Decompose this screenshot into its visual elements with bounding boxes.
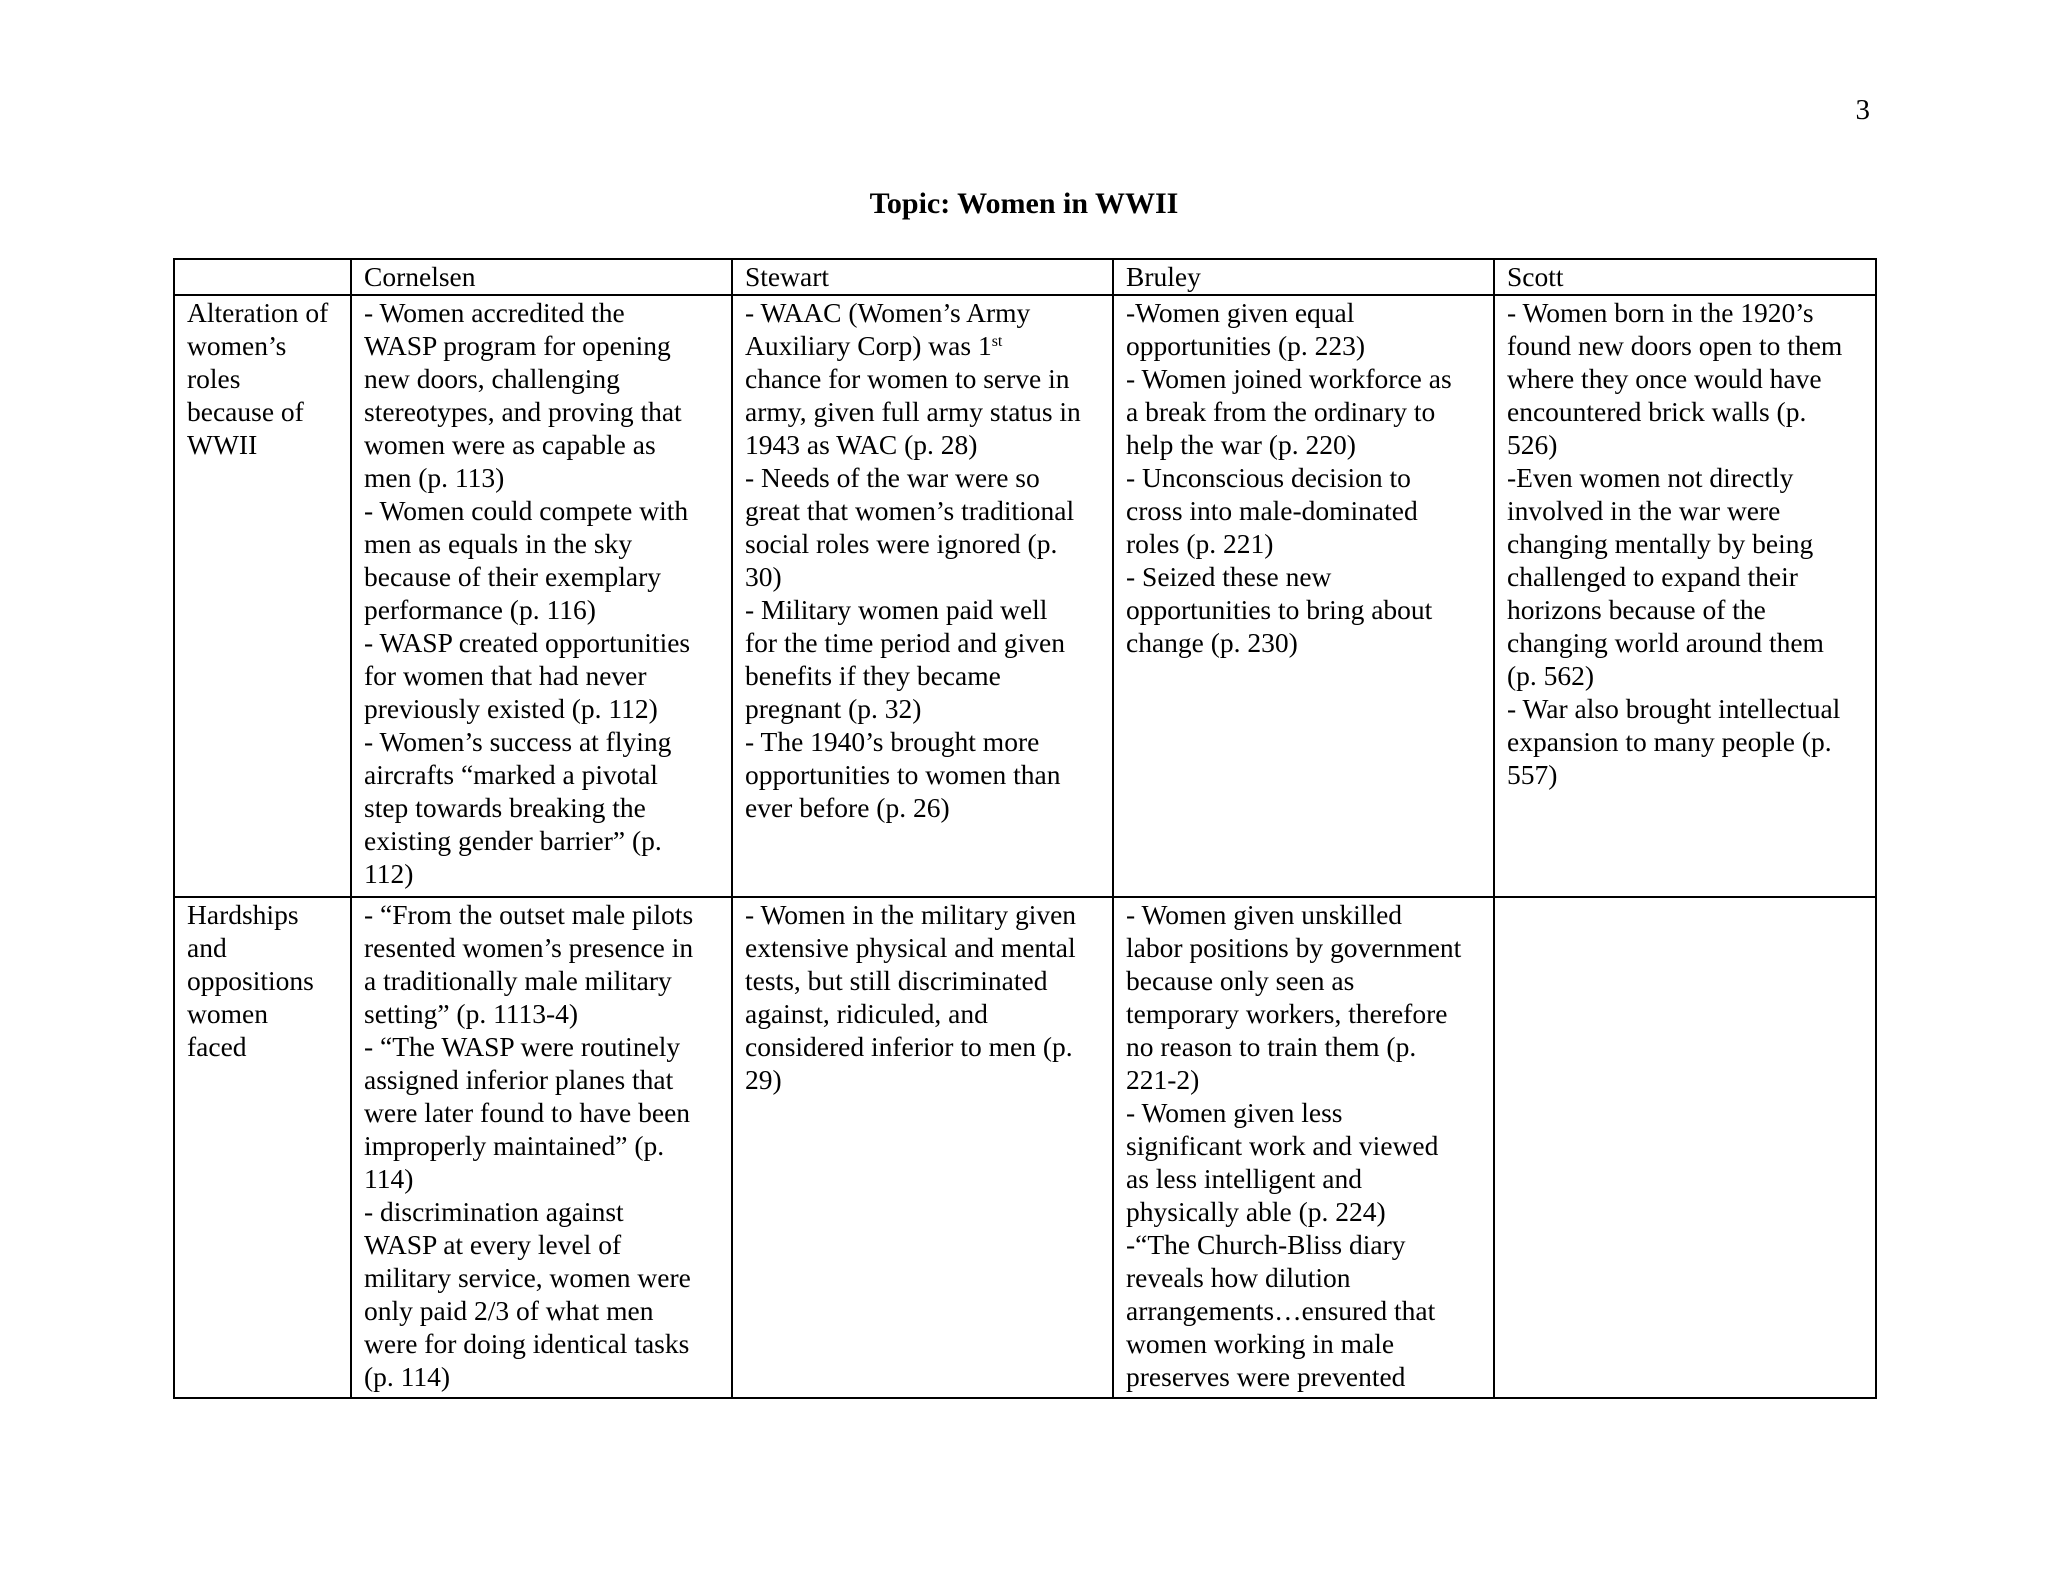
cell-text-line: 30) [745,561,782,592]
cell-text-line: temporary workers, therefore [1126,998,1448,1029]
cell-text-line: ever before (p. 26) [745,792,950,823]
cell-text-line: were for doing identical tasks [364,1328,690,1359]
cell-text-line: social roles were ignored (p. [745,528,1058,559]
cell-text-line: chance for women to serve in [745,363,1070,394]
cell-text-line: significant work and viewed [1126,1130,1439,1161]
row-label-line: WWII [187,429,258,460]
cell-text-line: women were as capable as [364,429,656,460]
cell-text-line: cross into male-dominated [1126,495,1418,526]
cell-text-line: against, ridiculed, and [745,998,988,1029]
cell-text-line: where they once would have [1507,363,1822,394]
cell-text-line: - WAAC (Women’s Army [745,297,1031,328]
cell-stewart [732,897,1113,1398]
row-label-cell [174,897,351,1398]
cell-text-line: improperly maintained” (p. [364,1130,665,1161]
row-hardships-and-oppositions [174,897,1876,1398]
cell-text-line: army, given full army status in [745,396,1081,427]
page-number: 3 [1855,94,1870,126]
cell-text-line: pregnant (p. 32) [745,693,922,724]
cell-text-line: WASP program for opening [364,330,671,361]
cell-text-line: 221-2) [1126,1064,1200,1095]
cell-text-line: men (p. 113) [364,462,505,493]
cell-text-line: preserves were prevented [1126,1361,1406,1392]
cell-text-line: opportunities to bring about [1126,594,1433,625]
row-label-line: women [187,998,268,1029]
cell-text-line: - Unconscious decision to [1126,462,1411,493]
cell-text-line: tests, but still discriminated [745,965,1048,996]
cell-text-line: because of their exemplary [364,561,662,592]
cell-text-line: step towards breaking the [364,792,646,823]
cell-text-line: existing gender barrier” (p. [364,825,662,856]
cell-text: Auxiliary Corp) was 1 [745,330,992,361]
row-label-line: because of [187,396,304,427]
cell-text-line: 112) [364,858,414,889]
header-cornelsen: Cornelsen [351,259,732,295]
cell-text-line: - Women given unskilled [1126,899,1403,930]
cell-text-line: - War also brought intellectual [1507,693,1841,724]
cell-text-line-with-superscript [745,329,1104,362]
cell-cornelsen [351,295,732,897]
cell-text-line: - Needs of the war were so [745,462,1040,493]
cell-text-line: a traditionally male military [364,965,672,996]
cell-text-line: change (p. 230) [1126,627,1298,658]
cell-text-line: help the war (p. 220) [1126,429,1356,460]
cell-text-line: - Women could compete with [364,495,689,526]
cell-text-line: benefits if they became [745,660,1001,691]
cell-text-line: as less intelligent and [1126,1163,1362,1194]
header-corner-cell [174,259,351,295]
cell-text-line: - Women born in the 1920’s [1507,297,1814,328]
cell-text-line: military service, women were [364,1262,691,1293]
cell-text-line: - The 1940’s brought more [745,726,1040,757]
cell-text-line: -Even women not directly [1507,462,1794,493]
row-label-line: Hardships [187,899,299,930]
cell-text-line: a break from the ordinary to [1126,396,1436,427]
cell-text-line: for the time period and given [745,627,1065,658]
row-label-line: and [187,932,227,963]
cell-text-line: only paid 2/3 of what men [364,1295,654,1326]
cell-text-line: opportunities to women than [745,759,1061,790]
cell-text-line: performance (p. 116) [364,594,596,625]
cell-bruley [1113,897,1494,1398]
cell-text-line: (p. 114) [364,1361,451,1392]
cell-text-line: assigned inferior planes that [364,1064,674,1095]
cell-text-line: aircrafts “marked a pivotal [364,759,658,790]
page-title: Topic: Women in WWII [869,187,1179,220]
row-label-line: oppositions [187,965,314,996]
cell-text-line: - WASP created opportunities [364,627,691,658]
cell-text-line: encountered brick walls (p. [1507,396,1807,427]
cell-text-line: for women that had never [364,660,647,691]
cell-text-line: - “The WASP were routinely [364,1031,681,1062]
cell-text-line: challenged to expand their [1507,561,1798,592]
cell-text-line: new doors, challenging [364,363,620,394]
cell-text-line: -“The Church-Bliss diary [1126,1229,1406,1260]
cell-text-line: were later found to have been [364,1097,691,1128]
cell-text-line: arrangements…ensured that [1126,1295,1436,1326]
table-header-row [174,259,1876,295]
cell-text-line: 1943 as WAC (p. 28) [745,429,978,460]
row-label-line: Alteration of [187,297,329,328]
cell-text-line: no reason to train them (p. [1126,1031,1417,1062]
row-label-line: faced [187,1031,247,1062]
cell-stewart [732,295,1113,897]
cell-text-line: found new doors open to them [1507,330,1843,361]
cell-text-line: reveals how dilution [1126,1262,1351,1293]
cell-text-line: expansion to many people (p. [1507,726,1832,757]
cell-cornelsen [351,897,732,1398]
cell-text-line: - Women joined workforce as [1126,363,1452,394]
cell-text-line: labor positions by government [1126,932,1462,963]
cell-text-line: involved in the war were [1507,495,1781,526]
cell-text-line: - Military women paid well [745,594,1048,625]
cell-text-line: - “From the outset male pilots [364,899,694,930]
cell-text-line: changing mentally by being [1507,528,1814,559]
cell-text-line: WASP at every level of [364,1229,622,1260]
cell-text-line: resented women’s presence in [364,932,694,963]
source-comparison-table [173,258,1877,1399]
cell-text-line: -Women given equal [1126,297,1355,328]
cell-text-line: women working in male [1126,1328,1395,1359]
cell-text-line: horizons because of the [1507,594,1766,625]
cell-text-line: opportunities (p. 223) [1126,330,1366,361]
header-bruley: Bruley [1113,259,1494,295]
cell-text-line: men as equals in the sky [364,528,633,559]
cell-text-line: great that women’s traditional [745,495,1075,526]
header-stewart: Stewart [732,259,1113,295]
ordinal-superscript: st [991,333,1003,350]
cell-text-line: - Women given less [1126,1097,1343,1128]
cell-text-line: physically able (p. 224) [1126,1196,1386,1227]
cell-text-line: extensive physical and mental [745,932,1076,963]
cell-text-line: setting” (p. 1113-4) [364,998,579,1029]
cell-text-line: - Women accredited the [364,297,625,328]
cell-text-line: - discrimination against [364,1196,624,1227]
cell-bruley [1113,295,1494,897]
cell-text-line: previously existed (p. 112) [364,693,658,724]
cell-text-line: stereotypes, and proving that [364,396,682,427]
row-alteration-of-roles [174,295,1876,897]
cell-text-line: (p. 562) [1507,660,1595,691]
header-scott: Scott [1494,259,1876,295]
row-label-line: roles [187,363,241,394]
cell-text-line: - Women’s success at flying [364,726,672,757]
cell-text-line: 557) [1507,759,1558,790]
cell-text-line: 526) [1507,429,1558,460]
cell-text-line: - Seized these new [1126,561,1332,592]
cell-text-line: because only seen as [1126,965,1355,996]
cell-text-line: roles (p. 221) [1126,528,1274,559]
cell-scott [1494,295,1876,897]
cell-text-line: considered inferior to men (p. [745,1031,1073,1062]
cell-text-line: 114) [364,1163,414,1194]
cell-text-line: - Women in the military given [745,899,1077,930]
row-label-line: women’s [187,330,287,361]
cell-text-line: changing world around them [1507,627,1824,658]
cell-scott [1494,897,1876,1398]
row-label-cell [174,295,351,897]
cell-text-line: 29) [745,1064,782,1095]
